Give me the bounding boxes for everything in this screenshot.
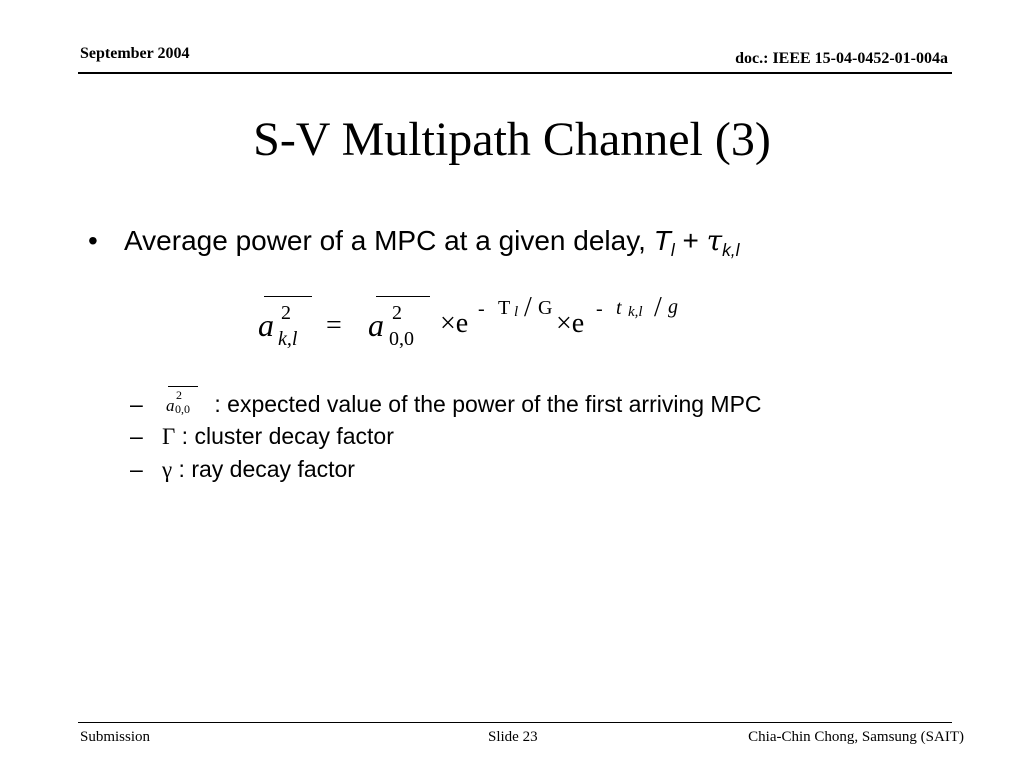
footer-author: Chia-Chin Chong, Samsung (SAIT)	[748, 729, 964, 745]
exp-t: t	[616, 297, 622, 319]
Gamma-symbol: Γ	[162, 424, 176, 449]
sub-bullet-dash: –	[130, 423, 143, 449]
bullet-marker: •	[88, 225, 98, 256]
footer-divider	[78, 722, 952, 723]
inline-a00-symbol	[162, 390, 202, 416]
times-e-2: ×e	[556, 308, 585, 339]
power-formula	[258, 290, 698, 360]
lhs-superscript: 2	[281, 302, 291, 324]
bullet-average-power	[88, 224, 739, 261]
equals-sign: =	[326, 310, 342, 341]
lhs-subscript: k,l	[278, 328, 298, 350]
lhs-overline	[264, 296, 312, 297]
sub-bullet-cluster-decay	[130, 423, 394, 450]
sub-bullet-first-mpc	[130, 390, 762, 418]
minus-1: -	[478, 298, 485, 320]
sub-bullet-text: : expected value of the power of the first arriving MPC	[208, 391, 762, 417]
bullet-plus: +	[674, 225, 707, 256]
footer-submission: Submission	[80, 729, 151, 745]
sub-bullet-dash: –	[130, 456, 143, 482]
header-divider	[78, 72, 952, 74]
header-doc-id: doc.: IEEE 15-04-0452-01-004a	[735, 50, 948, 67]
sub-bullet-text: : ray decay factor	[172, 456, 355, 482]
inline-overline	[168, 386, 198, 387]
rhs-a: a	[368, 307, 384, 343]
bullet-text: Average power of a MPC at a given delay,	[124, 225, 654, 256]
header-date: September 2004	[80, 45, 190, 62]
exp-slash-1: /	[524, 292, 532, 323]
inline-a: a	[166, 396, 175, 415]
sub-bullet-ray-decay	[130, 456, 355, 483]
exp-slash-2: /	[654, 292, 662, 323]
rhs-superscript: 2	[392, 302, 402, 324]
bullet-tau-subscript: k,l	[722, 240, 740, 261]
rhs-subscript: 0,0	[389, 328, 414, 350]
gamma-symbol: γ	[162, 457, 173, 482]
bullet-T-symbol: T	[653, 225, 671, 256]
bullet-T-subscript: l	[670, 240, 675, 261]
sub-bullet-text: : cluster decay factor	[175, 423, 394, 449]
exp-t-sub: k,l	[628, 304, 643, 320]
lhs-a: a	[258, 307, 274, 343]
bullet-tau-symbol: τ	[706, 224, 723, 257]
sub-bullet-dash: –	[130, 391, 143, 417]
rhs-overline	[376, 296, 430, 297]
times-e-1: ×e	[440, 308, 469, 339]
slide-title: S-V Multipath Channel (3)	[253, 113, 771, 166]
exp-gamma: g	[668, 296, 678, 318]
inline-sup: 2	[176, 388, 182, 402]
exp-T: T	[498, 297, 511, 319]
inline-sub: 0,0	[175, 402, 190, 416]
exp-Gamma: G	[538, 297, 553, 319]
minus-2: -	[596, 298, 603, 320]
footer-slide-number: Slide 23	[488, 729, 538, 745]
exp-T-sub: l	[514, 304, 519, 320]
